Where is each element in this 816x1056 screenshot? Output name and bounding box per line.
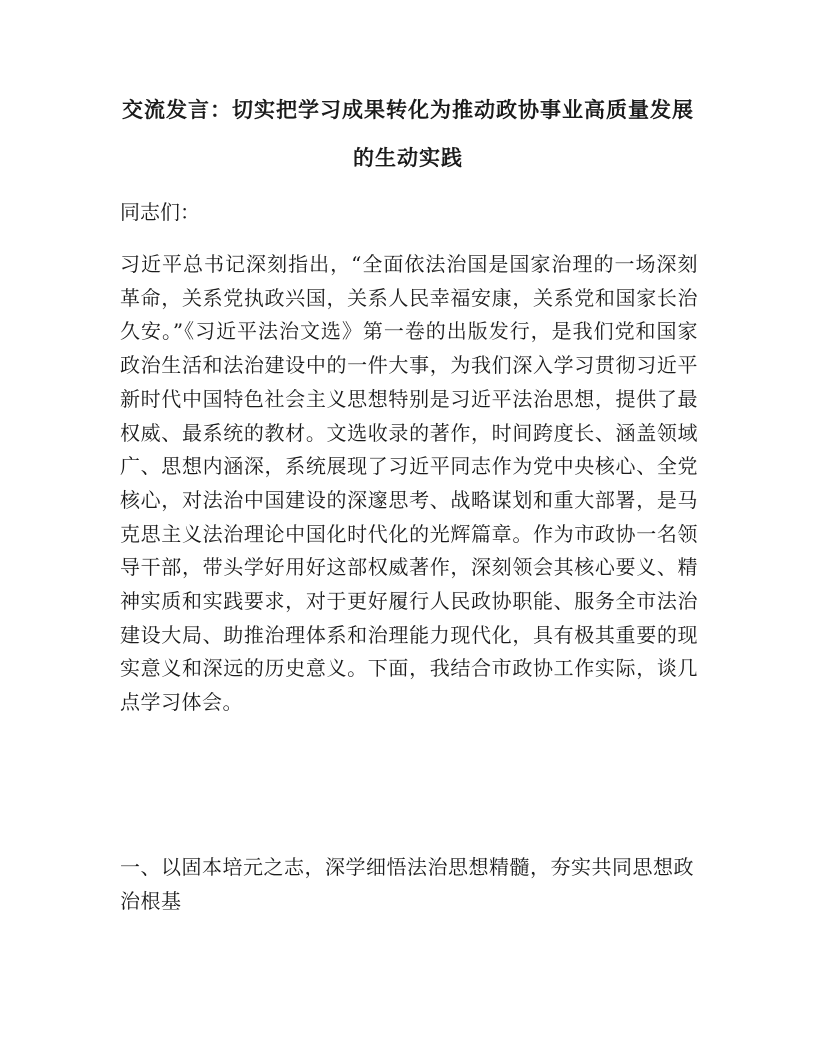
- body-paragraph: 习近平总书记深刻指出，“全面依法治国是国家治理的一场深刻革命，关系党执政兴国，关系人民幸福安康，关系党和国家长治久安。”《习近平法治文选》第一卷的出版发行，是我们党和国家政治生活和法治建设中的一件大事，为我们深入学习贯彻习近平新时代中国特色社会主义思想特别是习近平法治思想，提供了最权威、最系统的教材。文选收录的著作，时间跨度长、涵盖领域广、思想内涵深，系统展现了习近平同志作为党中央核心、全党核心，对法治中国建设的深邃思考、战略谋划和重大部署，是马克思主义法治理论中国化时代化的光辉篇章。作为市政协一名领导干部，带头学好用好这部权威著作，深刻领会其核心要义、精神实质和实践要求，对于更好履行人民政协职能、服务全市法治建设大局、助推治理体系和治理能力现代化，具有极其重要的现实意义和深远的历史意义。下面，我结合市政协工作实际，谈几点学习体会。: [120, 252, 698, 715]
- document-title-line-1: 交流发言：切实把学习成果转化为推动政协事业高质量发展: [122, 97, 694, 122]
- greeting: 同志们：: [120, 200, 200, 224]
- section-heading: 一、以固本培元之志，深学细悟法治思想精髓，夯实共同思想政治根基: [120, 855, 694, 913]
- document-title-line-2: 的生动实践: [353, 145, 463, 170]
